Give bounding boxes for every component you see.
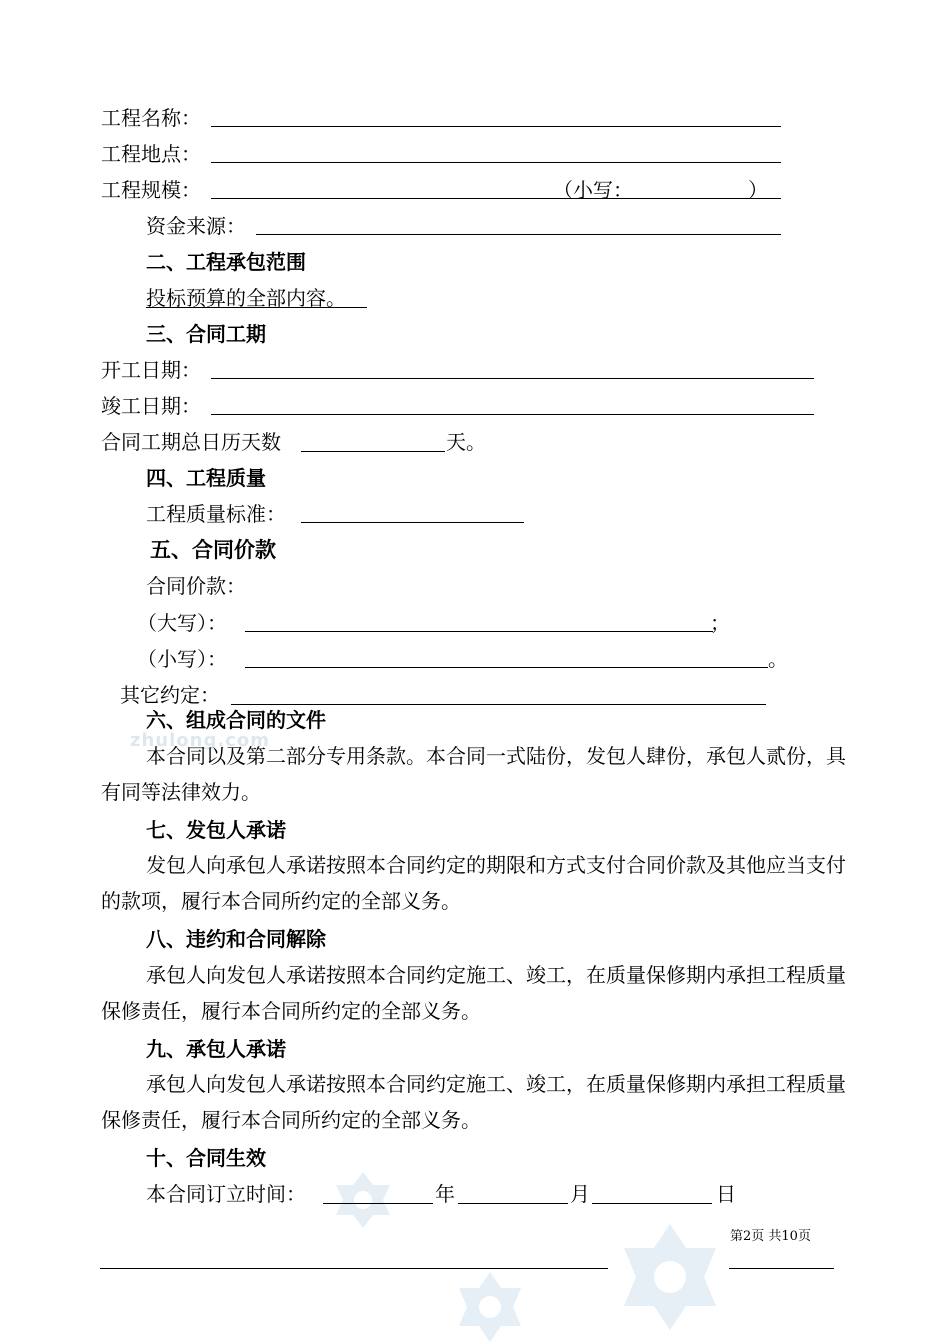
section-9-paragraph: 承包人向发包人承诺按照本合同约定施工、竣工，在质量保修期内承担工程质量保修责任，履行本合同所约定的全部义务。 xyxy=(101,1072,846,1132)
section-4-title: 四、工程质量 xyxy=(146,466,266,490)
section-10-title: 十、合同生效 xyxy=(146,1146,266,1170)
end-date-label: 竣工日期： xyxy=(101,394,201,418)
section-3-title: 三、合同工期 xyxy=(146,322,266,346)
quality-standard-line xyxy=(301,522,524,523)
start-date-line xyxy=(211,378,814,379)
lowercase-price-line xyxy=(245,667,768,668)
page-number: 第2页 共10页 xyxy=(730,1229,811,1244)
section-6-paragraph: 本合同以及第二部分专用条款。本合同一式陆份，发包人肆份，承包人贰份，具有同等法律效力。 xyxy=(101,744,846,804)
section-8-title: 八、违约和合同解除 xyxy=(146,927,326,951)
end-date-line xyxy=(211,414,814,415)
watermark-text: zhulong.com xyxy=(130,730,270,751)
section-6-title: 六、组成合同的文件 xyxy=(146,708,326,732)
contract-price-label: 合同价款： xyxy=(146,574,246,598)
project-location-line xyxy=(211,162,781,163)
section-6-text xyxy=(101,738,853,810)
lowercase-open: （小写： xyxy=(553,178,633,202)
lowercase-price-label: （小写）： xyxy=(137,647,227,671)
project-name-line xyxy=(211,126,781,127)
project-location-label: 工程地点： xyxy=(101,142,201,166)
section-7-text xyxy=(101,847,853,919)
section-8-text xyxy=(101,957,853,1029)
section-7-title: 七、发包人承诺 xyxy=(146,818,286,842)
sign-year-line xyxy=(323,1203,433,1204)
watermark-flake-1 xyxy=(328,1170,398,1230)
project-name-label: 工程名称： xyxy=(101,106,201,130)
sign-month-line xyxy=(458,1203,568,1204)
section-9-text xyxy=(101,1066,853,1138)
sign-year: 年 xyxy=(435,1182,455,1206)
section-8-paragraph: 承包人向发包人承诺按照本合同约定施工、竣工，在质量保修期内承担工程质量保修责任，履行本合同所约定的全部义务。 xyxy=(101,963,846,1023)
project-scale-line xyxy=(211,198,781,199)
lowercase-price-end: 。 xyxy=(768,647,788,671)
sign-day-line xyxy=(592,1203,712,1204)
section-7-paragraph: 发包人向承包人承诺按照本合同约定的期限和方式支付合同价款及其他应当支付的款项，履行本合同所约定的全部义务。 xyxy=(101,853,846,913)
start-date-label: 开工日期： xyxy=(101,358,201,382)
section-2-text: 投标预算的全部内容。 xyxy=(146,286,346,310)
other-terms-line xyxy=(231,704,766,705)
sign-day: 日 xyxy=(716,1182,736,1206)
sign-time-label: 本合同订立时间： xyxy=(146,1182,306,1206)
section-9-title: 九、承包人承诺 xyxy=(146,1037,286,1061)
project-scale-label: 工程规模： xyxy=(101,178,201,202)
section-5-title: 五、合同价款 xyxy=(150,537,276,562)
other-terms-label: 其它约定： xyxy=(120,683,220,707)
footer-line-right xyxy=(729,1268,834,1269)
quality-standard-label: 工程质量标准： xyxy=(146,502,286,526)
lowercase-close: ） xyxy=(748,178,768,202)
uppercase-price-line xyxy=(245,631,713,632)
total-days-suffix: 天。 xyxy=(446,430,486,454)
uppercase-price-end: ； xyxy=(710,611,730,635)
footer-line-left xyxy=(100,1268,608,1269)
section-2-title: 二、工程承包范围 xyxy=(146,250,306,274)
sign-month: 月 xyxy=(570,1182,590,1206)
fund-source-line xyxy=(256,234,781,235)
fund-source-label: 资金来源： xyxy=(146,214,246,238)
total-days-line xyxy=(301,451,445,452)
watermark-flake-2 xyxy=(610,1222,730,1332)
total-days-label: 合同工期总日历天数 xyxy=(101,430,281,454)
watermark-flake-3 xyxy=(450,1270,530,1344)
section-2-underline xyxy=(146,307,367,308)
uppercase-price-label: （大写）： xyxy=(137,611,227,635)
